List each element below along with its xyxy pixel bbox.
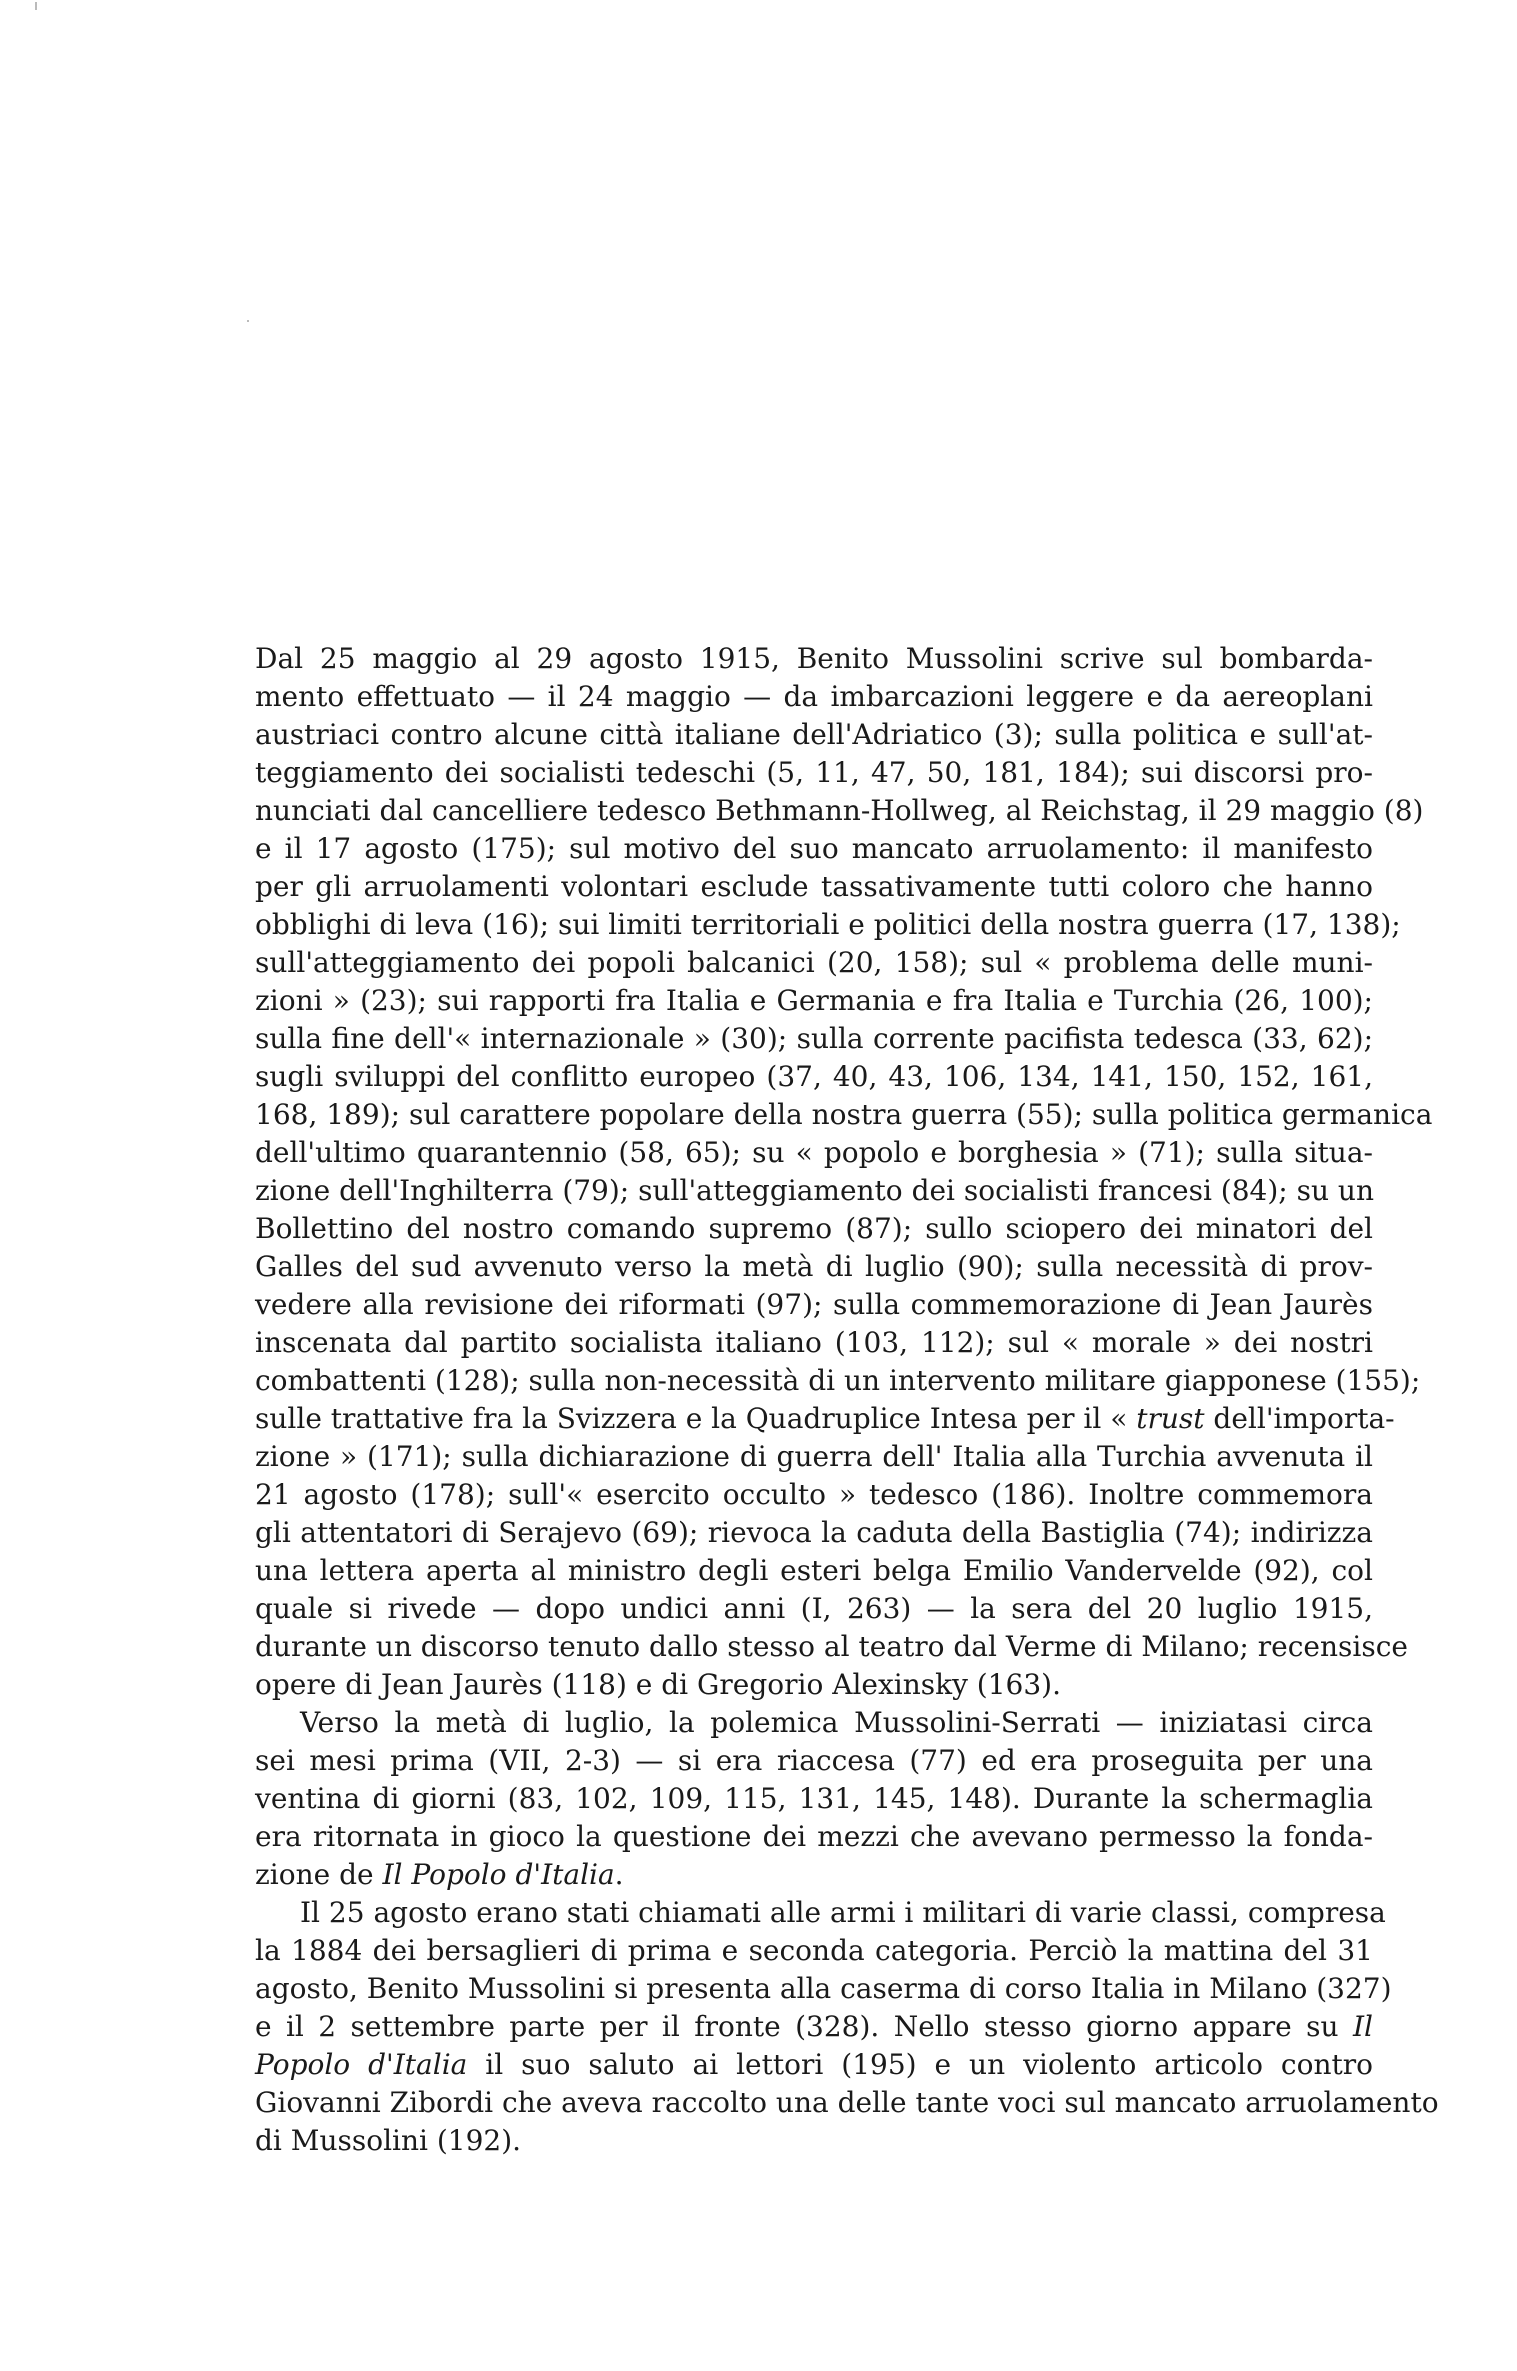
- text-line: una lettera aperta al ministro degli esteri belga Emilio Vandervelde (92), col: [255, 1554, 1373, 1587]
- scan-mark: [35, 2, 37, 10]
- paragraph: [255, 1704, 1373, 1894]
- text-line: obblighi di leva (16); sui limiti territoriali e politici della nostra guerra (17, 138);: [255, 908, 1401, 941]
- text-line: sei mesi prima (VII, 2-3) — si era riaccesa (77) ed era proseguita per una: [255, 1744, 1373, 1777]
- text-line: opere di Jean Jaurès (118) e di Gregorio Alexinsky (163).: [255, 1668, 1061, 1701]
- text-line: mento effettuato — il 24 maggio — da imbarcazioni leggere e da aereoplani: [255, 680, 1373, 713]
- text-line: ventina di giorni (83, 102, 109, 115, 131, 145, 148). Durante la schermaglia: [255, 1782, 1373, 1815]
- text-line: sulla fine dell'« internazionale » (30); sulla corrente pacifista tedesca (33, 62);: [255, 1022, 1373, 1055]
- text-line: sugli sviluppi del conflitto europeo (37, 40, 43, 106, 134, 141, 150, 152, 161,: [255, 1060, 1373, 1093]
- paragraph: [255, 1894, 1439, 2160]
- text-line: era ritornata in gioco la questione dei mezzi che avevano permesso la fonda-: [255, 1820, 1373, 1853]
- text-line: [255, 2046, 1373, 2084]
- newspaper-title: Il Popolo d'Italia: [382, 1858, 615, 1891]
- text-line: di Mussolini (192).: [255, 2124, 522, 2157]
- scan-dot: [247, 320, 249, 322]
- newspaper-title: Popolo d'Italia: [255, 2048, 468, 2081]
- text-run: sulle trattative fra la Svizzera e la Quadruplice Intesa per il «: [255, 1402, 1137, 1435]
- text-line: Dal 25 maggio al 29 agosto 1915, Benito Mussolini scrive sul bombarda-: [255, 642, 1373, 675]
- text-run: dell'importa-: [1204, 1402, 1395, 1435]
- text-line: la 1884 dei bersaglieri di prima e seconda categoria. Perciò la mattina del 31: [255, 1934, 1373, 1967]
- text-line: sull'atteggiamento dei popoli balcanici (20, 158); sul « problema delle muni-: [255, 946, 1373, 979]
- text-line: nunciati dal cancelliere tedesco Bethmann-Hollweg, al Reichstag, il 29 maggio (8): [255, 794, 1424, 827]
- text-line: per gli arruolamenti volontari esclude tassativamente tutti coloro che hanno: [255, 870, 1373, 903]
- text-run: zione de: [255, 1858, 383, 1891]
- text-line: teggiamento dei socialisti tedeschi (5, 11, 47, 50, 181, 184); sui discorsi pro-: [255, 756, 1373, 789]
- text-line: durante un discorso tenuto dallo stesso al teatro dal Verme di Milano; recensisce: [255, 1630, 1408, 1663]
- text-line: zione dell'Inghilterra (79); sull'atteggiamento dei socialisti francesi (84); su un: [255, 1174, 1374, 1207]
- text-run: .: [614, 1858, 624, 1891]
- text-run: il suo saluto ai lettori (195) e un violento articolo contro: [467, 2048, 1373, 2081]
- text-line: dell'ultimo quarantennio (58, 65); su « popolo e borghesia » (71); sulla situa-: [255, 1136, 1373, 1169]
- text-line: [255, 2008, 1373, 2046]
- text-line: austriaci contro alcune città italiane dell'Adriatico (3); sulla politica e sull'at-: [255, 718, 1373, 751]
- text-line: zioni » (23); sui rapporti fra Italia e Germania e fra Italia e Turchia (26, 100);: [255, 984, 1373, 1017]
- paragraph: [255, 640, 1433, 1704]
- text-line: 168, 189); sul carattere popolare della nostra guerra (55); sulla politica germanica: [255, 1098, 1433, 1131]
- italic-term: trust: [1136, 1402, 1205, 1435]
- text-line: [255, 1400, 1395, 1438]
- text-line: e il 17 agosto (175); sul motivo del suo mancato arruolamento: il manifesto: [255, 832, 1373, 865]
- text-run: e il 2 settembre parte per il fronte (328). Nello stesso giorno appare su: [255, 2010, 1353, 2043]
- text-line: vedere alla revisione dei riformati (97); sulla commemorazione di Jean Jaurès: [255, 1288, 1373, 1321]
- text-line: [255, 1856, 1373, 1894]
- text-line: inscenata dal partito socialista italiano (103, 112); sul « morale » dei nostri: [255, 1326, 1373, 1359]
- text-line: Il 25 agosto erano stati chiamati alle armi i militari di varie classi, compresa: [300, 1896, 1386, 1929]
- text-line: agosto, Benito Mussolini si presenta alla caserma di corso Italia in Milano (327): [255, 1972, 1392, 2005]
- text-line: Galles del sud avvenuto verso la metà di luglio (90); sulla necessità di prov-: [255, 1250, 1373, 1283]
- text-line: Bollettino del nostro comando supremo (87); sullo sciopero dei minatori del: [255, 1212, 1373, 1245]
- text-line: quale si rivede — dopo undici anni (I, 263) — la sera del 20 luglio 1915,: [255, 1592, 1373, 1625]
- text-line: 21 agosto (178); sull'« esercito occulto » tedesco (186). Inoltre commemora: [255, 1478, 1373, 1511]
- body-text: [255, 640, 1439, 2160]
- text-line: combattenti (128); sulla non-necessità di un intervento militare giapponese (155);: [255, 1364, 1421, 1397]
- text-line: Giovanni Zibordi che aveva raccolto una delle tante voci sul mancato arruolamento: [255, 2086, 1439, 2119]
- newspaper-title: Il: [1352, 2010, 1373, 2043]
- text-line: Verso la metà di luglio, la polemica Mussolini-Serrati — iniziatasi circa: [300, 1706, 1373, 1739]
- text-line: gli attentatori di Serajevo (69); rievoca la caduta della Bastiglia (74); indirizza: [255, 1516, 1373, 1549]
- text-line: zione » (171); sulla dichiarazione di guerra dell' Italia alla Turchia avvenuta il: [255, 1440, 1373, 1473]
